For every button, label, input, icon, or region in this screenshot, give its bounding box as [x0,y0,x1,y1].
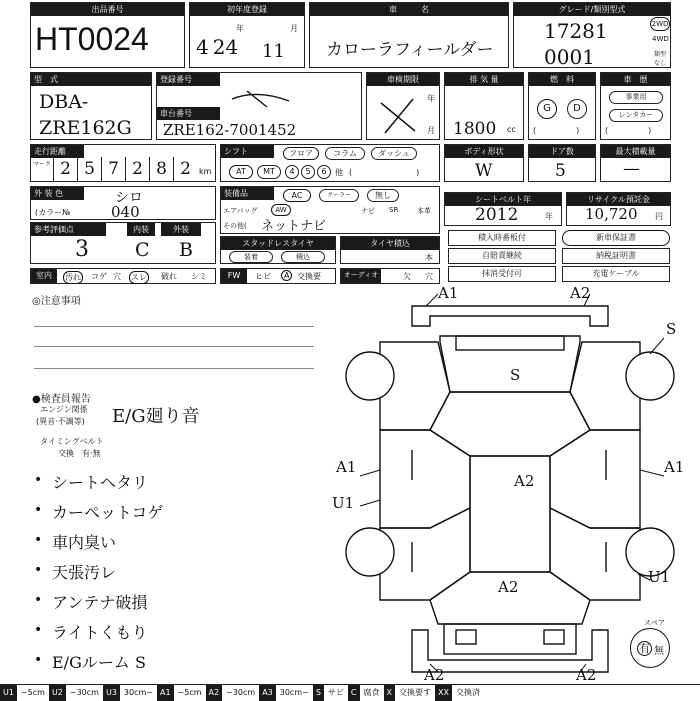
score-label: 参考評価点 [31,223,106,236]
equipment-label: 装備品 [221,187,274,200]
legend-entry [384,685,435,701]
studless-box [220,236,336,264]
equip-airbag: エアバッグ [223,207,258,215]
odometer-digit: 7 [101,157,125,181]
trans-paren: ( ) [349,168,420,177]
caution-title: ◎注意事項 [32,296,81,307]
interior-grade-value: C [135,239,150,261]
interior-burn: コゲ [91,272,107,281]
month-unit: 月 [290,24,298,33]
displacement-box [444,72,524,140]
trans-5: 5 [301,165,315,179]
equip-cooler: クーラー [319,189,359,202]
trans-mt: MT [257,165,281,179]
doors-value: 5 [555,161,566,181]
inspector-title: ●検査員報告 [32,394,91,405]
inspection-box [366,72,440,140]
shift-label: シフト [221,145,274,158]
mark-left-door: A1 [336,458,357,476]
history-business: 事業用 [609,91,663,104]
chassis-label: 車台番号 [157,107,220,120]
car-damage-diagram [320,280,700,684]
item-bullet: • [34,502,43,518]
legend-value: 30cm~ [279,688,309,697]
item-bullet: • [34,472,43,488]
legend-value: ~30cm [226,688,256,697]
spare-label: スペア [644,619,665,627]
lot-box [30,2,185,68]
exterior-grade-label: 外装 [161,223,201,236]
item-bullet: • [34,652,43,668]
legend-value: 交換済 [455,688,480,697]
audio-missing: 欠 [403,272,411,281]
history-label: 車 歴 [601,73,670,86]
inspection-year-unit: 年 [427,94,435,103]
ext-color-value: シロ [115,190,143,206]
legend-entry [435,685,484,701]
year-unit: 年 [236,24,244,33]
mileage-mark: マーク [33,161,52,168]
legend-entry [0,685,49,701]
trans-6: 6 [317,165,331,179]
reg-label: 登録番号 [157,73,220,86]
doc-warranty: 新車保証書 [562,230,670,246]
mark-roof: A2 [514,472,535,490]
grade-value-1: 17281 [544,19,608,43]
legend-key: S [313,685,324,701]
mark-right-door: A1 [664,458,685,476]
shift-box [220,144,440,182]
spare-none: 無 [654,646,664,657]
car-name-label: 車 名 [310,3,508,16]
mark-front-bumper-right: A2 [570,284,591,302]
trans-at: AT [229,165,253,179]
displacement-label: 排 気 量 [445,73,523,86]
legend-entry [206,685,260,701]
exterior-grade-value: B [179,239,193,261]
mark-rear-bumper-right: A2 [576,666,597,684]
interior-grade-label: 内装 [127,223,155,236]
item-bullet: • [34,592,43,608]
spare-circle [630,628,670,668]
equip-none: 無し [367,189,399,202]
equip-navi: ナビ [361,207,375,215]
doc-cable: 充電ケーブル [562,266,670,282]
timing-label: タイミングベルト [40,437,104,446]
grade-score-box [30,222,216,264]
mark-hood: S [510,366,521,384]
history-box [600,72,671,140]
reg-box [156,72,362,140]
legend-key: X [384,685,395,701]
item-bullet: • [34,532,43,548]
body-shape-value: W [475,161,493,181]
fuel-box [528,72,596,140]
ext-color-label: 外 装 色 [31,187,84,200]
odometer-digit: 8 [149,157,173,181]
timing-sub: 交換 有·無 [58,449,101,458]
trans-other: 他 [335,168,343,177]
body-shape-label: ボディ形状 [445,145,523,158]
drive-4wd: 4WD [652,35,669,43]
history-paren: ( ) [605,126,652,135]
shift-dash: ダッシュ [371,147,417,160]
legend-entry [157,685,206,701]
doc-plate: 積入時番板付 [448,230,556,246]
legend-key: XX [435,685,452,701]
doc-cancel: 抹消受付可 [448,266,556,282]
seatbelt-unit: 年 [545,212,553,221]
inspector-item: カーペットコゲ [52,503,164,522]
tire-load-box [340,236,440,264]
legend-value: ~5cm [177,688,202,697]
fw-label: FW [221,269,247,283]
inspector-item: シートヘタリ [52,473,149,492]
car-name: カローラフィールダー [326,40,494,60]
interior-tear: 破れ [161,272,177,281]
mark-right-front: S [666,320,677,338]
legend-key: U2 [49,685,66,701]
engine-value: E/G廻り音 [112,406,200,427]
color-code-label: (カラー№ [35,208,71,217]
legend-key: U1 [0,685,17,701]
first-reg-label: 初年度登録 [190,3,304,16]
legend-value: 腐食 [363,688,380,697]
legend-entry [259,685,313,701]
note-line-1 [34,326,314,327]
spare-has: 有 [639,642,650,655]
class-none-1: 類型 [654,51,667,58]
grade-label: グレード/類別型式 [514,3,670,16]
odometer-digit: 2 [125,157,149,181]
body-shape-box [444,144,524,182]
lot-label: 出品番号 [31,3,184,16]
inspector-item: アンテナ破損 [52,593,148,612]
audio-label: オーディオ [341,269,381,283]
legend-entry [103,685,157,701]
legend-value: 交換要す [398,688,431,697]
doors-label: ドア数 [529,145,595,158]
legend-value: ~30cm [69,688,99,697]
model-type-prefix: DBA- [39,91,89,113]
mark-leaders [360,294,664,672]
color-box [30,186,216,220]
damage-legend [0,684,700,701]
odometer [53,157,197,181]
recycle-value: 10,720 [585,205,638,223]
capacity-label: 最大積載量 [601,145,670,158]
mileage-unit: km [199,167,212,176]
legend-value: サビ [327,688,344,697]
shift-floor: フロア [283,147,319,160]
legend-key: U3 [103,685,120,701]
odometer-digit: 2 [53,157,77,181]
mark-left-rocker: U1 [332,494,355,512]
interior-hole: 穴 [113,272,121,281]
studless-loaded: 積込 [281,251,325,263]
grade-box [513,2,671,68]
grade-value-2: 0001 [544,45,595,69]
legend-entry [348,685,384,701]
model-type-box [30,72,152,140]
displacement-unit: cc [507,125,516,134]
mileage-label: 走行距離 [31,145,84,158]
lot-number: HT0024 [35,21,149,57]
equip-other-value: ネットナビ [261,219,327,234]
recycle-box [566,192,671,226]
studless-mounted: 装着 [229,251,273,263]
mark-rear-bumper-left: A2 [424,666,445,684]
fw-box [220,268,336,284]
inspection-month-unit: 月 [427,126,435,135]
interior-dirt: 汚れ [65,273,81,282]
chassis-number: ZRE162-7001452 [163,121,297,139]
mark-trunk: A2 [498,578,519,596]
model-type-code: ZRE162G [39,117,132,139]
fw-crack: ヒビ [255,272,271,281]
interior-label: 室内 [31,269,57,283]
equip-sr: SR [389,206,399,214]
car-name-box [309,2,509,68]
equip-ac: AC [283,189,311,202]
recycle-unit: 円 [655,212,663,221]
fuel-diesel: D [567,99,587,119]
seatbelt-box [444,192,562,226]
equip-aw: AW [271,204,291,216]
history-rental: レンタカー [609,109,663,122]
legend-key: A1 [157,685,174,701]
legend-key: A3 [259,685,276,701]
mileage-box [30,144,216,182]
odometer-digit: 2 [173,157,197,181]
first-reg-year: 4 24 [196,35,239,59]
fuel-gasoline: G [537,99,557,119]
capacity-value: — [623,159,640,179]
equip-leather: 本革 [417,207,431,215]
fuel-paren: ( ) [533,126,580,135]
mark-right-rocker: U1 [648,568,671,586]
inspector-item: 車内臭い [52,533,117,552]
legend-key: A2 [206,685,223,701]
doc-tax: 納税証明書 [562,248,670,264]
legend-entry [49,685,103,701]
legend-value: 30cm~ [123,688,153,697]
inspection-cross-mark [377,95,421,135]
odometer-digit: 5 [77,157,101,181]
audio-hole: 穴 [425,272,433,281]
note-line-3 [34,368,314,369]
color-code-value: 040 [111,203,140,221]
class-none-2: なし [654,60,667,67]
reg-strike-mark [227,85,297,109]
car-outline [380,306,640,672]
wheels [346,352,674,576]
inspector-item: E/Gルーム S [52,653,146,672]
engine-label: エンジン関係 [40,405,88,414]
trans-4: 4 [285,165,299,179]
interior-scuff: スレ [131,273,147,282]
interior-stain: シミ [191,272,207,281]
inspector-item: ライトくもり [52,623,148,642]
first-reg-month: 11 [262,41,285,62]
legend-entry [313,685,348,701]
seatbelt-label: シートベルト年 [445,193,561,206]
item-bullet: • [34,622,43,638]
shift-column: コラム [325,147,365,160]
legend-key: C [348,685,360,701]
capacity-box [600,144,671,182]
seatbelt-value: 2012 [475,205,519,225]
note-line-2 [34,346,314,347]
legend-value: ~5cm [20,688,45,697]
tire-load-unit: 本 [425,253,433,262]
doc-insurance: 自賠責継続 [448,248,556,264]
tire-load-label: タイヤ積込 [341,237,439,250]
inspection-label: 車検期限 [367,73,439,86]
doors-box [528,144,596,182]
score-value: 3 [75,237,89,262]
displacement-value: 1800 [453,119,497,139]
mark-front-bumper-left: A1 [438,284,459,302]
drive-2wd: 2WD [650,17,670,31]
fuel-label: 燃 料 [529,73,595,86]
equipment-box [220,186,440,234]
fw-replace: 交換要 [297,272,321,281]
equip-other-label: その他( [223,222,247,230]
studless-label: スタッドレスタイヤ [221,237,335,250]
interior-box [30,268,216,284]
engine-sub: (異音·不調等) [36,417,85,426]
recycle-label: リサイクル預託金 [567,193,670,206]
inspector-item: 天張汚レ [52,563,117,582]
model-type-label: 型 式 [31,73,151,86]
first-reg-box [189,2,305,68]
item-bullet: • [34,562,43,578]
fw-a: A [281,270,292,281]
